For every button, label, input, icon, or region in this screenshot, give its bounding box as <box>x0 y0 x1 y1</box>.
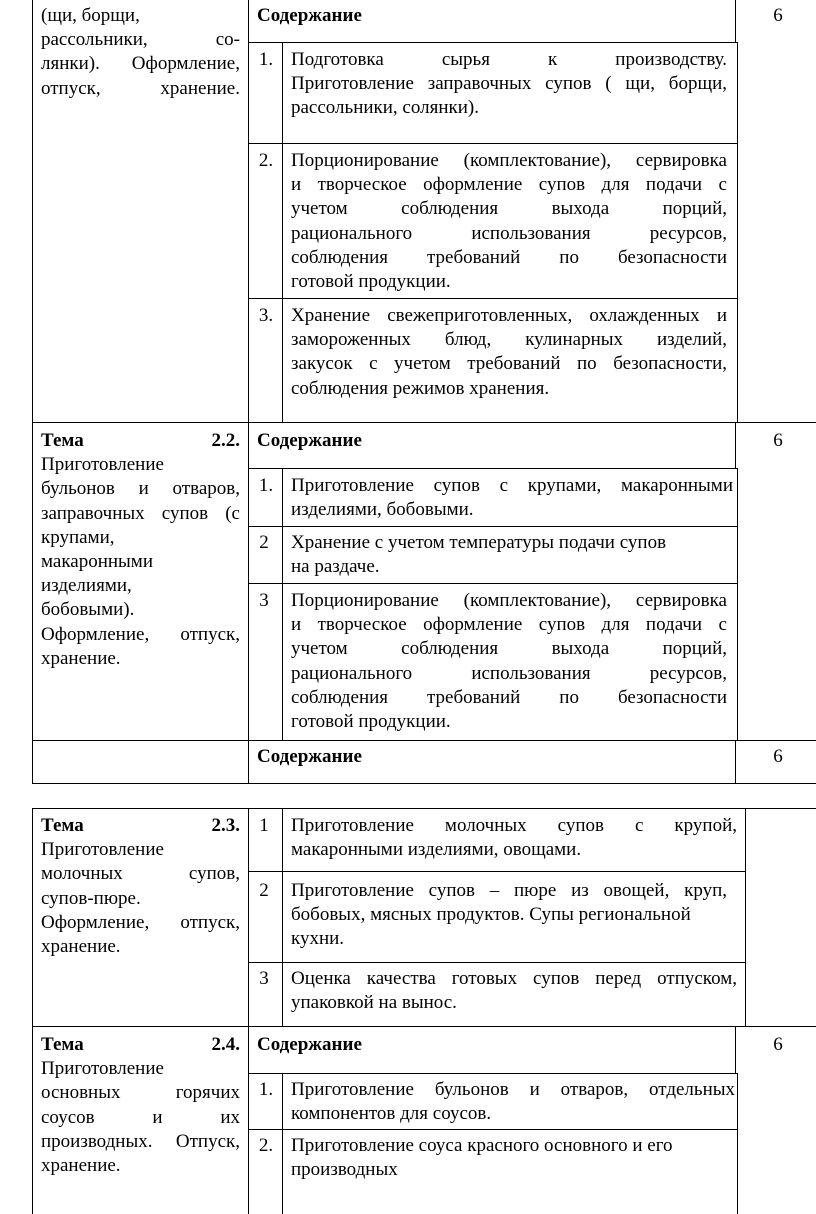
item-line: Порционирование (комплектование), сервировка <box>291 150 727 171</box>
item-line: Приготовление заправочных супов ( щи, борщи, <box>291 73 727 95</box>
table-1-content-divider <box>735 0 736 42</box>
item-line: Порционирование (комплектование), сервировка <box>291 590 727 611</box>
topic-label: Тема <box>41 815 84 836</box>
item-line: замороженных блюд, кулинарных изделий, <box>291 329 727 351</box>
topic-line: Приготовление <box>41 454 164 476</box>
table-1-row-line <box>248 298 738 299</box>
table-1-row-line <box>248 143 738 144</box>
topic-line: соусов и их <box>41 1106 240 1128</box>
table-1-num-divider <box>282 42 283 422</box>
item-line: производных <box>291 1159 398 1181</box>
item-number: 2 <box>259 532 269 553</box>
topic-line: хранение. <box>41 647 121 669</box>
topic-number: 2.2. <box>211 430 240 451</box>
table-1-left-border <box>32 0 33 783</box>
item-text <box>291 304 727 401</box>
topic-line: отпуск, хранение. <box>41 77 240 99</box>
item-line: упаковкой на вынос. <box>291 992 457 1014</box>
table-2-content-divider <box>735 1026 736 1073</box>
topic-line: производных. Отпуск, <box>41 1130 240 1152</box>
item-line: Приготовление бульонов и отваров, отдельных <box>291 1079 735 1100</box>
item-line: бобовых, мясных продуктов. Супы региональной <box>291 904 691 926</box>
topic-line: хранение. <box>41 936 121 958</box>
topic-line: лянки). Оформление, <box>41 53 240 75</box>
table-1-items-right-2 <box>737 468 738 740</box>
topic-label: Тема <box>41 1034 84 1055</box>
topic-cell <box>41 1033 240 1178</box>
item-line: Приготовление молочных супов с крупой, <box>291 815 737 836</box>
item-line: рассольники, солянки). <box>291 97 479 119</box>
item-number: 2. <box>258 150 274 171</box>
item-text <box>291 1078 735 1126</box>
item-line: соблюдения требований по безопасности <box>291 246 727 268</box>
topic-line: хранение. <box>41 1155 121 1177</box>
item-number: 3 <box>259 590 269 611</box>
table-2-topic-divider <box>248 808 249 1214</box>
item-number: 1. <box>258 49 274 70</box>
topic-title <box>41 1033 240 1057</box>
table-2-left-border <box>32 808 33 1214</box>
item-line: изделиями, бобовыми. <box>291 499 474 521</box>
item-text <box>291 589 727 734</box>
item-line: учетом соблюдения выхода порций, <box>291 198 727 220</box>
topic-number: 2.3. <box>211 815 240 836</box>
topic-cell <box>41 4 240 101</box>
table-1-items-right <box>737 42 738 422</box>
topic-number: 2.4. <box>211 1034 240 1055</box>
table-2-row-line <box>248 1073 738 1074</box>
item-line: кухни. <box>291 928 345 950</box>
item-text <box>291 531 727 579</box>
item-line: готовой продукции. <box>291 711 451 733</box>
table-1-row-line <box>248 468 738 469</box>
item-number: 1. <box>258 475 274 496</box>
table-2-row-line <box>248 871 746 872</box>
item-line: Хранение с учетом температуры подачи супов <box>291 532 667 553</box>
topic-line: молочных супов, <box>41 863 240 885</box>
table-1-row-line <box>248 42 738 43</box>
topic-cell <box>41 814 240 959</box>
topic-line: Оформление, отпуск, <box>41 911 240 933</box>
content-heading: Содержание <box>257 746 362 767</box>
item-number: 2. <box>258 1135 274 1156</box>
item-line: Подготовка сырья к производству. <box>291 49 727 70</box>
item-text <box>291 474 733 522</box>
table-1-bottom-border <box>32 783 816 784</box>
topic-line: бульонов и отваров, <box>41 478 240 500</box>
hours-value: 6 <box>773 1034 783 1055</box>
hours-value: 6 <box>773 430 783 451</box>
item-line: учетом соблюдения выхода порций, <box>291 638 727 660</box>
item-line: соблюдения требований по безопасности <box>291 686 727 708</box>
content-heading: Содержание <box>257 1034 362 1055</box>
item-line: готовой продукции. <box>291 271 451 293</box>
topic-line: Оформление, отпуск, <box>41 623 240 645</box>
hours-value: 6 <box>773 746 783 767</box>
topic-line: изделиями, <box>41 575 132 597</box>
item-line: Приготовление супов с крупами, макаронными <box>291 475 733 496</box>
table-1-topic-divider <box>248 0 249 783</box>
item-line: Оценка качества готовых супов перед отпуском, <box>291 968 737 989</box>
table-2-row-line <box>248 962 746 963</box>
item-line: соблюдения режимов хранения. <box>291 377 550 399</box>
item-text <box>291 1134 727 1182</box>
item-text <box>291 879 727 952</box>
item-line: на раздаче. <box>291 556 380 578</box>
table-1-row-line <box>32 422 816 423</box>
topic-line: макаронными <box>41 551 153 573</box>
item-number: 2 <box>259 880 269 901</box>
item-number: 3. <box>258 305 274 326</box>
topic-line: рассольники, со- <box>41 29 240 51</box>
table-1-row-line <box>248 583 738 584</box>
table-1-row-line <box>32 740 816 741</box>
item-line: рационального использования ресурсов, <box>291 222 727 244</box>
item-number: 3 <box>259 968 269 989</box>
table-1-content-divider-2 <box>735 422 736 468</box>
topic-line: Приготовление <box>41 1058 164 1080</box>
item-number: 1. <box>258 1079 274 1100</box>
item-line: и творческое оформление супов для подачи с <box>291 174 727 196</box>
topic-line: (щи, борщи, <box>41 5 140 26</box>
topic-cell <box>41 429 240 671</box>
item-line: Приготовление супов – пюре из овощей, круп, <box>291 880 727 901</box>
table-2-top-border <box>32 808 816 809</box>
item-text <box>291 149 727 294</box>
table-2-num-divider <box>282 808 283 1026</box>
item-line: макаронными изделиями, овощами. <box>291 839 582 861</box>
table-2-row-line <box>32 1026 816 1027</box>
item-line: закусок с учетом требований по безопасности, <box>291 353 727 375</box>
hours-value: 6 <box>773 5 783 26</box>
table-2-row-line <box>248 1129 738 1130</box>
topic-line: заправочных супов (с <box>41 502 240 524</box>
table-2-items-right <box>745 808 746 1026</box>
item-line: рационального использования ресурсов, <box>291 662 727 684</box>
content-heading: Содержание <box>257 430 362 451</box>
item-text <box>291 967 737 1015</box>
topic-label: Тема <box>41 430 84 451</box>
item-number: 1 <box>259 815 269 836</box>
item-line: и творческое оформление супов для подачи с <box>291 614 727 636</box>
topic-line: супов-пюре. <box>41 887 141 909</box>
topic-title <box>41 429 240 453</box>
table-2-items-right-2 <box>737 1073 738 1214</box>
topic-line: Приготовление <box>41 839 164 861</box>
topic-line: крупами, <box>41 526 115 548</box>
table-2-num-divider-2 <box>282 1073 283 1214</box>
item-text <box>291 814 737 862</box>
topic-line: основных горячих <box>41 1082 240 1104</box>
content-heading: Содержание <box>257 5 362 26</box>
table-1-row-line <box>248 526 738 527</box>
table-1-content-divider-3 <box>735 740 736 783</box>
item-line: Приготовление соуса красного основного и его <box>291 1135 673 1156</box>
table-1-num-divider-2 <box>282 468 283 740</box>
topic-line: бобовыми). <box>41 599 135 621</box>
item-line: компонентов для соусов. <box>291 1103 492 1125</box>
item-text <box>291 48 727 121</box>
item-line: Хранение свежеприготовленных, охлажденных и <box>291 305 727 326</box>
topic-title <box>41 814 240 838</box>
